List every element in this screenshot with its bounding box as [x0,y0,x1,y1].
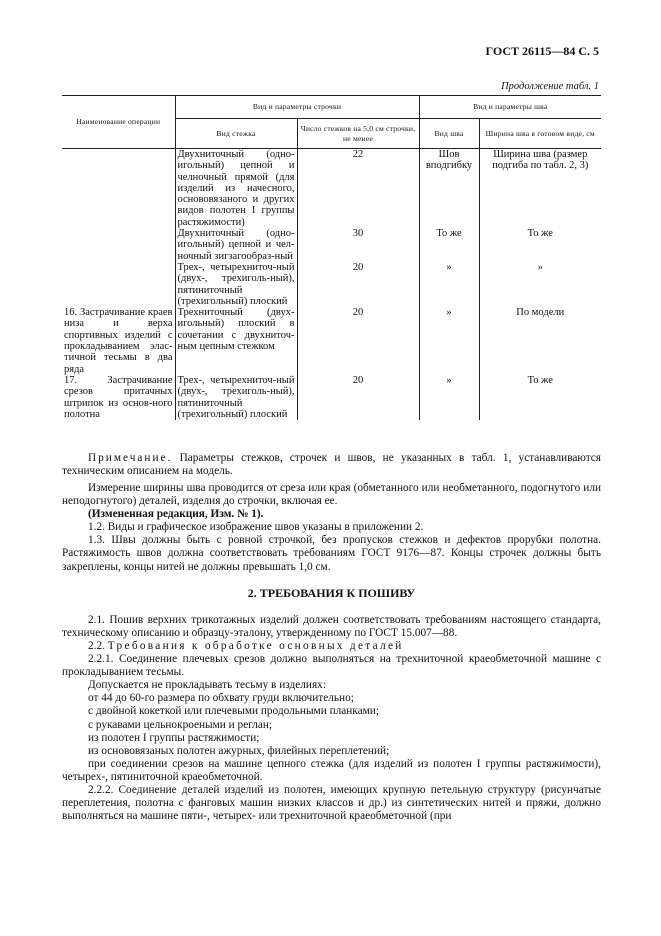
cell-operation [62,149,175,229]
note-label: Примечание. [88,452,173,464]
header-seam-width: Ширина шва в готовом виде, см [479,119,601,149]
cell-seam-width: » [537,261,543,273]
header-seam-group: Вид и параметры шва [419,96,601,119]
paragraph: 1.2. Виды и графическое изображение швов указаны в приложении 2. [88,521,424,534]
note-text: Параметры стежков, строчек и швов, не указанных в табл. 1, устанавливаются техническим описанием на модель. [62,452,601,478]
list-item: с рукавами цельнокроеными и реглан; [88,718,273,731]
cell-seam-width: По модели [516,307,565,319]
cell-count: 20 [297,262,419,307]
header-seam-type: Вид шва [419,119,479,149]
list-item: от 44 до 60-го размера по обхвату груди включительно; [88,692,354,705]
cell-operation [62,262,175,307]
cell-stitch: Трехниточный (двух-игольный) плоский в сочетании с двухниточ-ным цепным стежком [175,307,297,375]
paragraph: 1.3. Швы должны быть с ровной строчкой, без пропусков стежков и дефектов прорубки полотна. Растяжимость швов должна соответствовать требованиям ГОСТ 9176—87. Концы строчек должны быть закреплены, концы нитей не должны превышать 1,0 см. [62,534,601,573]
cell-stitch: Трех-, четырехниточ-ный (двух-, трехиголь-ный), пятиниточный (трехигольный) плоский [175,262,297,307]
cell-seam-width: То же [527,374,553,386]
paragraph: 2.1. Пошив верхних трикотажных изделий должен соответствовать требованиям настоящего стандарта, техническому описанию и образцу-эталону, утвержденному по ГОСТ 15.007—88. [62,613,601,639]
operations-table [62,95,601,420]
cell-stitch: Двухниточный (одно-игольный) цепной и чел-ночный зигзагообраз-ный [175,228,297,262]
cell-seam-width: То же [527,228,553,240]
cell-operation: 17. Застрачивание срезов притачных штрипок из основ-ного полотна [64,374,173,420]
table-row [62,228,601,262]
cell-count: 30 [297,228,419,262]
cell-seam-type: То же [419,228,479,262]
cell-seam-type: » [419,375,479,420]
table-note [62,452,601,478]
paragraph: Допускается не прокладывать тесьму в изделиях: [88,679,326,692]
cell-stitch: Двухниточный (одно-игольный) цепной и челночный прямой (для изделий из начесного, основовязаного и других видов полотен I группы растяжимости) [175,149,297,229]
cell-seam-width: Ширина шва (размер подгиба по табл. 2, 3) [492,149,589,172]
header-stitch-group: Вид и параметры строчки [175,96,419,119]
cell-operation [62,228,175,262]
page-header: ГОСТ 26115—84 С. 5 [485,44,599,58]
table-row [62,149,601,229]
cell-count: 22 [297,149,419,229]
table-row [62,262,601,307]
list-item: при соединении срезов на машине цепного стежка (для изделий из полотен I группы растяжимости), четырех-, пятиниточной краеобметочной. [62,757,601,783]
subsection-title: Требования к обработке основных деталей [107,639,404,652]
amendment-note: (Измененная редакция, Изм. № 1). [88,508,264,521]
subsection-number: 2.2. [88,639,105,652]
body-text [62,482,601,823]
list-item: из полотен I группы растяжимости; [88,731,260,744]
cell-seam-type: » [419,307,479,375]
cell-stitch: Трех-, четырехниточ-ный (двух-, трехиголь-ный), пятиниточный (трехигольный) плоский [175,375,297,420]
cell-operation: 16. Застрачивание краев низа и верха спортивных изделий с прокладыванием элас-тичной тесьмы в два ряда [64,307,173,375]
table-row [62,375,601,420]
list-item: с двойной кокеткой или плечевыми продольными планками; [88,705,379,718]
list-item: из основовязаных полотен ажурных, филейных переплетений; [88,744,390,757]
subsection-heading [62,640,601,653]
cell-count: 20 [297,375,419,420]
section-title: 2. ТРЕБОВАНИЯ К ПОШИВУ [247,585,416,600]
header-operation: Наименование операции [62,96,175,149]
table-continuation-label: Продолжение табл. 1 [501,81,599,92]
cell-count: 20 [297,307,419,375]
cell-seam-type: Шов вподгибку [419,149,479,229]
paragraph: Измерение ширины шва проводится от среза или края (обметанного или необметанного, подогнутого или неподогнутого) деталей, изделия до строчки, включая ее. [62,482,601,508]
cell-seam-type: » [419,262,479,307]
paragraph: 2.2.2. Соединение деталей изделий из полотен, имеющих крупную петельную структуру (рисунчатые переплетения, полотна с фанговых машин низких классов и др.) из синтетических нитей и пряжи, должно выполняться на машине пяти-, четырех- или трехниточной краеобметочной (при [62,783,601,823]
header-stitch-count: Число стежков на 5,0 см строчки, не менее [297,119,419,149]
header-stitch-type: Вид стежка [175,119,297,149]
paragraph: 2.2.1. Соединение плечевых срезов должно выполняться на трехниточной краеобметочной машине с прокладыванием тесьмы. [62,653,601,679]
table-row [62,307,601,375]
